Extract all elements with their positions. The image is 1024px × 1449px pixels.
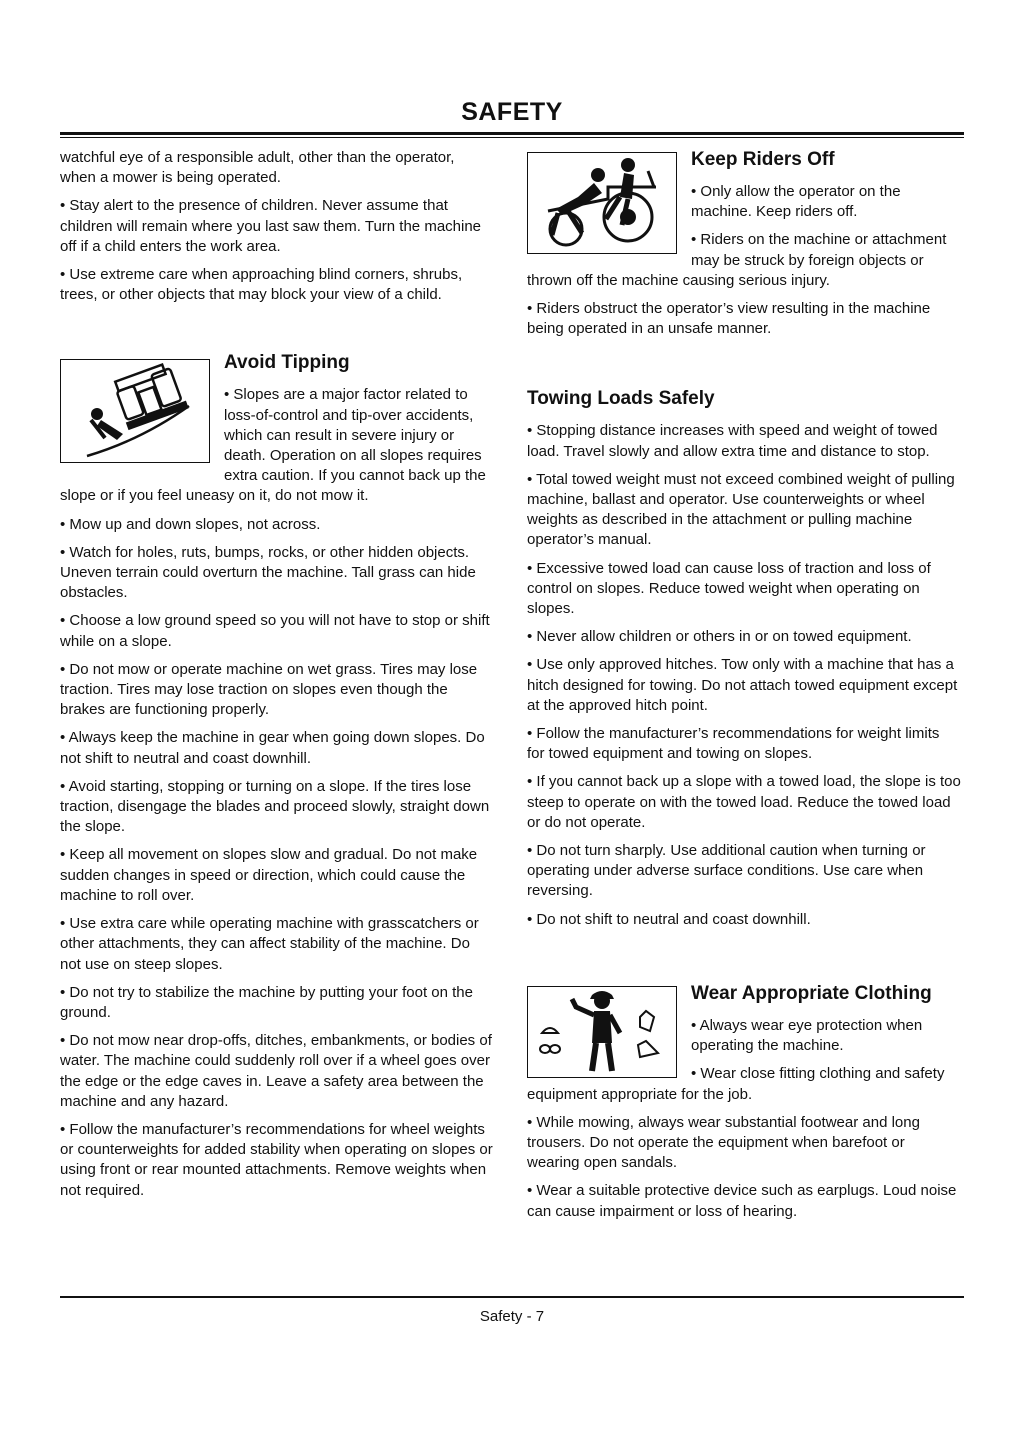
- paragraph: watchful eye of a responsible adult, other than the operator, when a mower is being operated.: [60, 149, 455, 187]
- page-title: SAFETY: [461, 98, 563, 126]
- left-column: [60, 148, 494, 1209]
- paragraph: • While mowing, always wear substantial footwear and long trousers. Do not operate the equipment when barefoot or wearing open sandals.: [527, 1113, 920, 1172]
- section-heading-towing: Towing Loads Safely: [527, 388, 715, 410]
- section-heading-avoid-tipping: Avoid Tipping: [224, 352, 350, 374]
- paragraph: • Follow the manufacturer’s recommendations for weight limits for towed equipment and towing on slopes.: [527, 725, 940, 763]
- paragraph: • Use extra care while operating machine with grasscatchers or other attachments, they can affect stability of the machine. Do not use on steep slopes.: [60, 915, 479, 973]
- paragraph: • Always keep the machine in gear when going down slopes. Do not shift to neutral and coast downhill.: [60, 729, 485, 767]
- paragraph: • Total towed weight must not exceed combined weight of pulling machine, ballast and operator. Use counterweights or wheel weights as described in the attachment or pulling machine operator’s manual.: [527, 470, 955, 549]
- section-heading-keep-riders-off: Keep Riders Off: [691, 149, 835, 170]
- paragraph: • Excessive towed load can cause loss of traction and loss of control on slopes. Reduce towed weight when operating on slopes.: [527, 559, 931, 618]
- paragraph: • Do not try to stabilize the machine by putting your foot on the ground.: [60, 983, 473, 1021]
- paragraph: • Follow the manufacturer’s recommendations for wheel weights or counterweights for added stability when operating on slopes or using front or rear mounted attachments. Remove weights when not required.: [60, 1120, 493, 1199]
- paragraph: • Watch for holes, ruts, bumps, rocks, or other hidden objects. Uneven terrain could overturn the machine. Tall grass can hide obstacles.: [60, 543, 476, 602]
- paragraph: • Riders obstruct the operator’s view resulting in the machine being operated in an unsafe manner.: [527, 300, 931, 338]
- rider-on-tractor-icon: [527, 152, 677, 254]
- paragraph: • Only allow the operator on the machine. Keep riders off.: [691, 183, 901, 221]
- paragraph: • Do not turn sharply. Use additional caution when turning or operating under adverse surface conditions. Use care when reversing.: [527, 842, 926, 900]
- paragraph: • Avoid starting, stopping or turning on a slope. If the tires lose traction, disengage the blades and proceed slowly, straight down the slope.: [60, 777, 490, 836]
- paragraph: • Use only approved hitches. Tow only with a machine that has a hitch designed for towing. Do not attach towed equipment except at the approved hitch point.: [527, 656, 958, 714]
- paragraph: • Do not mow near drop-offs, ditches, embankments, or bodies of water. The machine could suddenly roll over if a wheel goes over the edge or the edge caves in. Leave a safety area between the machine and any hazard.: [60, 1032, 492, 1110]
- paragraph: • Stopping distance increases with speed and weight of towed load. Travel slowly and allow extra time and distance to stop.: [527, 422, 938, 460]
- paragraph: • Riders on the machine or attachment may be struck by foreign objects or thrown off the machine causing serious injury.: [527, 231, 947, 289]
- paragraph: • Choose a low ground speed so you will not have to stop or shift while on a slope.: [60, 612, 490, 650]
- paragraph: • Wear close fitting clothing and safety equipment appropriate for the job.: [527, 1065, 945, 1103]
- protective-clothing-icon: [527, 986, 677, 1078]
- paragraph: • Use extreme care when approaching blind corners, shrubs, trees, or other objects that may block your view of a child.: [60, 266, 463, 304]
- paragraph: • Mow up and down slopes, not across.: [60, 515, 321, 533]
- paragraph: • Always wear eye protection when operating the machine.: [691, 1016, 923, 1055]
- footer-rule: [60, 1296, 964, 1298]
- section-heading-clothing: Wear Appropriate Clothing: [691, 982, 932, 1004]
- paragraph: • Do not shift to neutral and coast downhill.: [527, 910, 811, 928]
- paragraph: • Keep all movement on slopes slow and gradual. Do not make sudden changes in speed or direction, which could cause the machine to roll over.: [60, 846, 478, 904]
- paragraph: • Never allow children or others in or on towed equipment.: [527, 628, 912, 646]
- paragraph: • If you cannot back up a slope with a towed load, the slope is too steep to operate on with the towed load. Reduce the towed load or do not operate.: [527, 773, 961, 831]
- paragraph: • Wear a suitable protective device such as earplugs. Loud noise can cause impairment or loss of hearing.: [527, 1182, 957, 1220]
- tipping-mower-icon: [60, 359, 210, 463]
- paragraph: • Stay alert to the presence of children. Never assume that children will remain where you last saw them. Turn the machine off if a child enters the work area.: [60, 197, 482, 255]
- paragraph: • Do not mow or operate machine on wet grass. Tires may lose traction. Tires may lose traction on slopes even though the brakes are functioning properly.: [60, 660, 478, 719]
- page-number: Safety - 7: [479, 1308, 545, 1325]
- header-rule-thin: [60, 137, 964, 138]
- right-column: [527, 148, 961, 1230]
- header-rule: [60, 132, 964, 135]
- paragraph: • Slopes are a major factor related to loss-of-control and tip-over accidents, which can result in severe injury or death. Operation on all slopes requires extra caution. If you cannot back up the slope or if you feel uneasy on it, do not mow it.: [60, 386, 486, 505]
